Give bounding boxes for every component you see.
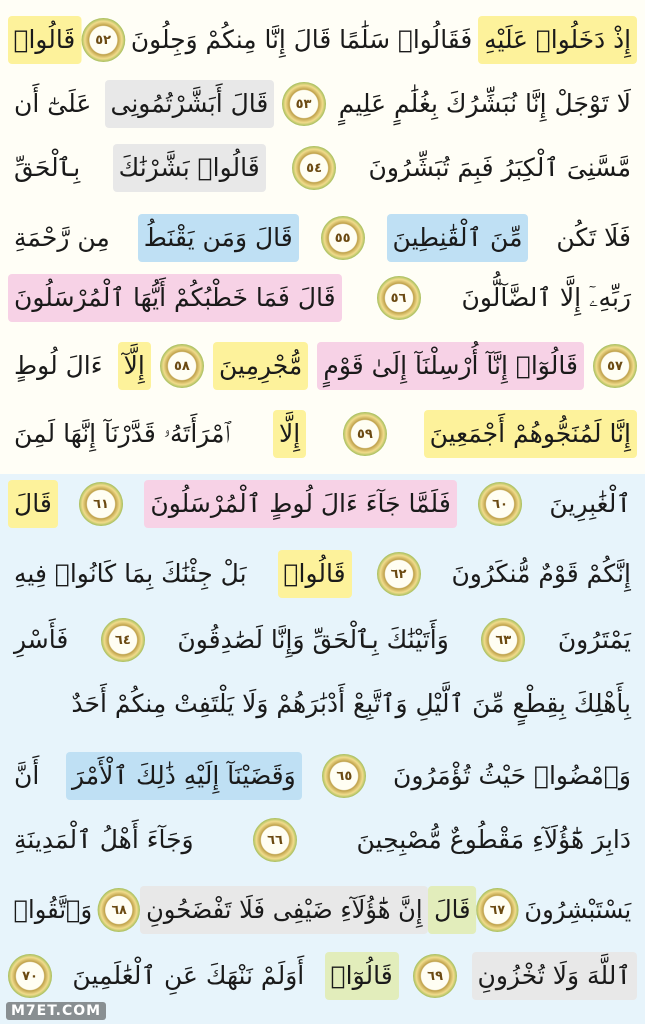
highlighted-verse-text: ٱللَّهَ وَلَا تُخْزُونِ (472, 952, 638, 1000)
verse-text: بَلْ جِئْنَٰكَ بِمَا كَانُوا۟ فِيهِ (14, 559, 247, 588)
verse-text: مِن رَّحْمَةِ (14, 223, 110, 252)
ayah-number-marker: ٦٧ (476, 888, 518, 932)
verse-text: رَبِّهِۦٓ إِلَّا ٱلضَّآلُّونَ (461, 283, 631, 312)
verse-text: ٱلْغَٰبِرِينَ (549, 489, 631, 518)
highlighted-verse-text: مُّجْرِمِينَ (213, 342, 308, 390)
highlighted-verse-text: قَالَ فَمَا خَطْبُكُمْ أَيُّهَا ٱلْمُرْسَلُونَ (8, 274, 342, 322)
verse-line (8, 540, 637, 608)
verse-line (8, 806, 637, 874)
highlighted-verse-text: إِنَّ هَٰٓؤُلَآءِ ضَيْفِى فَلَا تَفْضَحُونِ (140, 886, 428, 934)
verse-line (8, 400, 637, 468)
verse-text: يَسْتَبْشِرُونَ (524, 895, 632, 924)
verse-text: ٱمْرَأَتَهُۥ قَدَّرْنَآ إِنَّهَا لَمِنَ (14, 419, 231, 448)
highlighted-verse-text: قَالُوا۟ بَشَّرْنَٰكَ (113, 144, 266, 192)
ayah-number-marker: ٥٧ (593, 344, 637, 388)
highlighted-verse-text: قَالُوا۟ (278, 550, 352, 598)
highlighted-verse-text: إِنَّا لَمُنَجُّوهُمْ أَجْمَعِينَ (424, 410, 637, 458)
highlighted-verse-text: قَالَ (428, 886, 476, 934)
verse-line (8, 742, 637, 810)
highlighted-verse-text: إِلَّآ (118, 342, 151, 390)
ayah-number-marker: ٦١ (79, 482, 123, 526)
verse-line (8, 606, 637, 674)
verse-text: فَأَسْرِ (14, 625, 69, 654)
verse-text: وَجَآءَ أَهْلُ ٱلْمَدِينَةِ (14, 825, 194, 854)
ayah-number-marker: ٦٣ (481, 618, 525, 662)
verse-line (8, 134, 637, 202)
ayah-number-marker: ٥٦ (377, 276, 421, 320)
verse-text: دَابِرَ هَٰٓؤُلَآءِ مَقْطُوعٌ مُّصْبِحِينَ (356, 825, 631, 854)
verse-text: يَمْتَرُونَ (557, 625, 631, 654)
verse-line (8, 942, 637, 1010)
verse-text: أَنَّ (14, 761, 40, 790)
verse-text: بِٱلْحَقِّ (14, 153, 81, 182)
verse-text: فَلَا تَكُن (556, 223, 631, 252)
verse-text: فَقَالُوا۟ سَلَٰمًا قَالَ إِنَّا مِنكُمْ وَجِلُونَ (130, 25, 473, 54)
ayah-number-marker: ٦٤ (101, 618, 145, 662)
ayah-number-marker: ٥٣ (282, 82, 326, 126)
verse-line (8, 70, 637, 138)
ayah-number-marker: ٦٦ (253, 818, 297, 862)
highlighted-verse-text: قَالُوٓا۟ إِنَّآ أُرْسِلْنَآ إِلَىٰ قَوْمٍ (317, 342, 584, 390)
ayah-number-marker: ٦٥ (322, 754, 366, 798)
verse-text: وَٱمْضُوا۟ حَيْثُ تُؤْمَرُونَ (393, 761, 631, 790)
verse-line (8, 332, 637, 400)
highlighted-verse-text: قَالُوٓا۟ (325, 952, 399, 1000)
highlighted-verse-text: قَالَ أَبَشَّرْتُمُونِى (105, 80, 275, 128)
highlighted-verse-text: قَالَ (8, 480, 58, 528)
ayah-number-marker: ٧٠ (8, 954, 52, 998)
highlighted-verse-text: إِذْ دَخَلُوا۟ عَلَيْهِ (478, 16, 637, 64)
verse-text: مَّسَّنِىَ ٱلْكِبَرُ فَبِمَ تُبَشِّرُونَ (368, 153, 631, 182)
highlighted-verse-text: فَلَمَّا جَآءَ ءَالَ لُوطٍ ٱلْمُرْسَلُونَ (144, 480, 456, 528)
ayah-number-marker: ٦٩ (413, 954, 457, 998)
highlighted-verse-text: إِلَّا (273, 410, 306, 458)
verse-text: لَا تَوْجَلْ إِنَّا نُبَشِّرُكَ بِغُلَٰمٍ عَلِيمٍ (338, 89, 631, 118)
verse-line (8, 264, 637, 332)
ayah-number-marker: ٥٥ (321, 216, 365, 260)
ayah-number-marker: ٥٢ (81, 18, 125, 62)
verse-line (8, 470, 637, 538)
verse-text: ءَالَ لُوطٍ (14, 351, 103, 380)
verse-text: وَأَتَيْنَٰكَ بِٱلْحَقِّ وَإِنَّا لَصَٰدِقُونَ (177, 625, 449, 654)
verse-text: أَوَلَمْ نَنْهَكَ عَنِ ٱلْعَٰلَمِينَ (72, 961, 305, 990)
ayah-number-marker: ٦٠ (478, 482, 522, 526)
ayah-number-marker: ٦٨ (98, 888, 140, 932)
ayah-number-marker: ٥٩ (343, 412, 387, 456)
verse-text: عَلَىٰٓ أَن (14, 89, 92, 118)
highlighted-verse-text: قَالُوا۟ (8, 16, 82, 64)
ayah-number-marker: ٥٤ (292, 146, 336, 190)
highlighted-verse-text: قَالَ وَمَن يَقْنَطُ (138, 214, 299, 262)
ayah-number-marker: ٦٢ (377, 552, 421, 596)
verse-line (13, 876, 637, 944)
highlighted-verse-text: مِّنَ ٱلْقَٰنِطِينَ (387, 214, 529, 262)
verse-line (8, 204, 637, 272)
highlighted-verse-text: وَقَضَيْنَآ إِلَيْهِ ذَٰلِكَ ٱلْأَمْرَ (66, 752, 302, 800)
site-watermark: M7ET.COM (6, 1002, 106, 1020)
verse-text: وَٱتَّقُوا۟ (13, 895, 93, 924)
verse-text: إِنَّكُمْ قَوْمٌ مُّنكَرُونَ (451, 559, 631, 588)
verse-line (8, 670, 637, 738)
verse-line (12, 6, 637, 74)
ayah-number-marker: ٥٨ (160, 344, 204, 388)
verse-text: بِأَهْلِكَ بِقِطْعٍ مِّنَ ٱلَّيْلِ وَٱتَّبِعْ أَدْبَٰرَهُمْ وَلَا يَلْتَفِتْ مِنكُمْ أَحَدٌ (71, 689, 631, 718)
